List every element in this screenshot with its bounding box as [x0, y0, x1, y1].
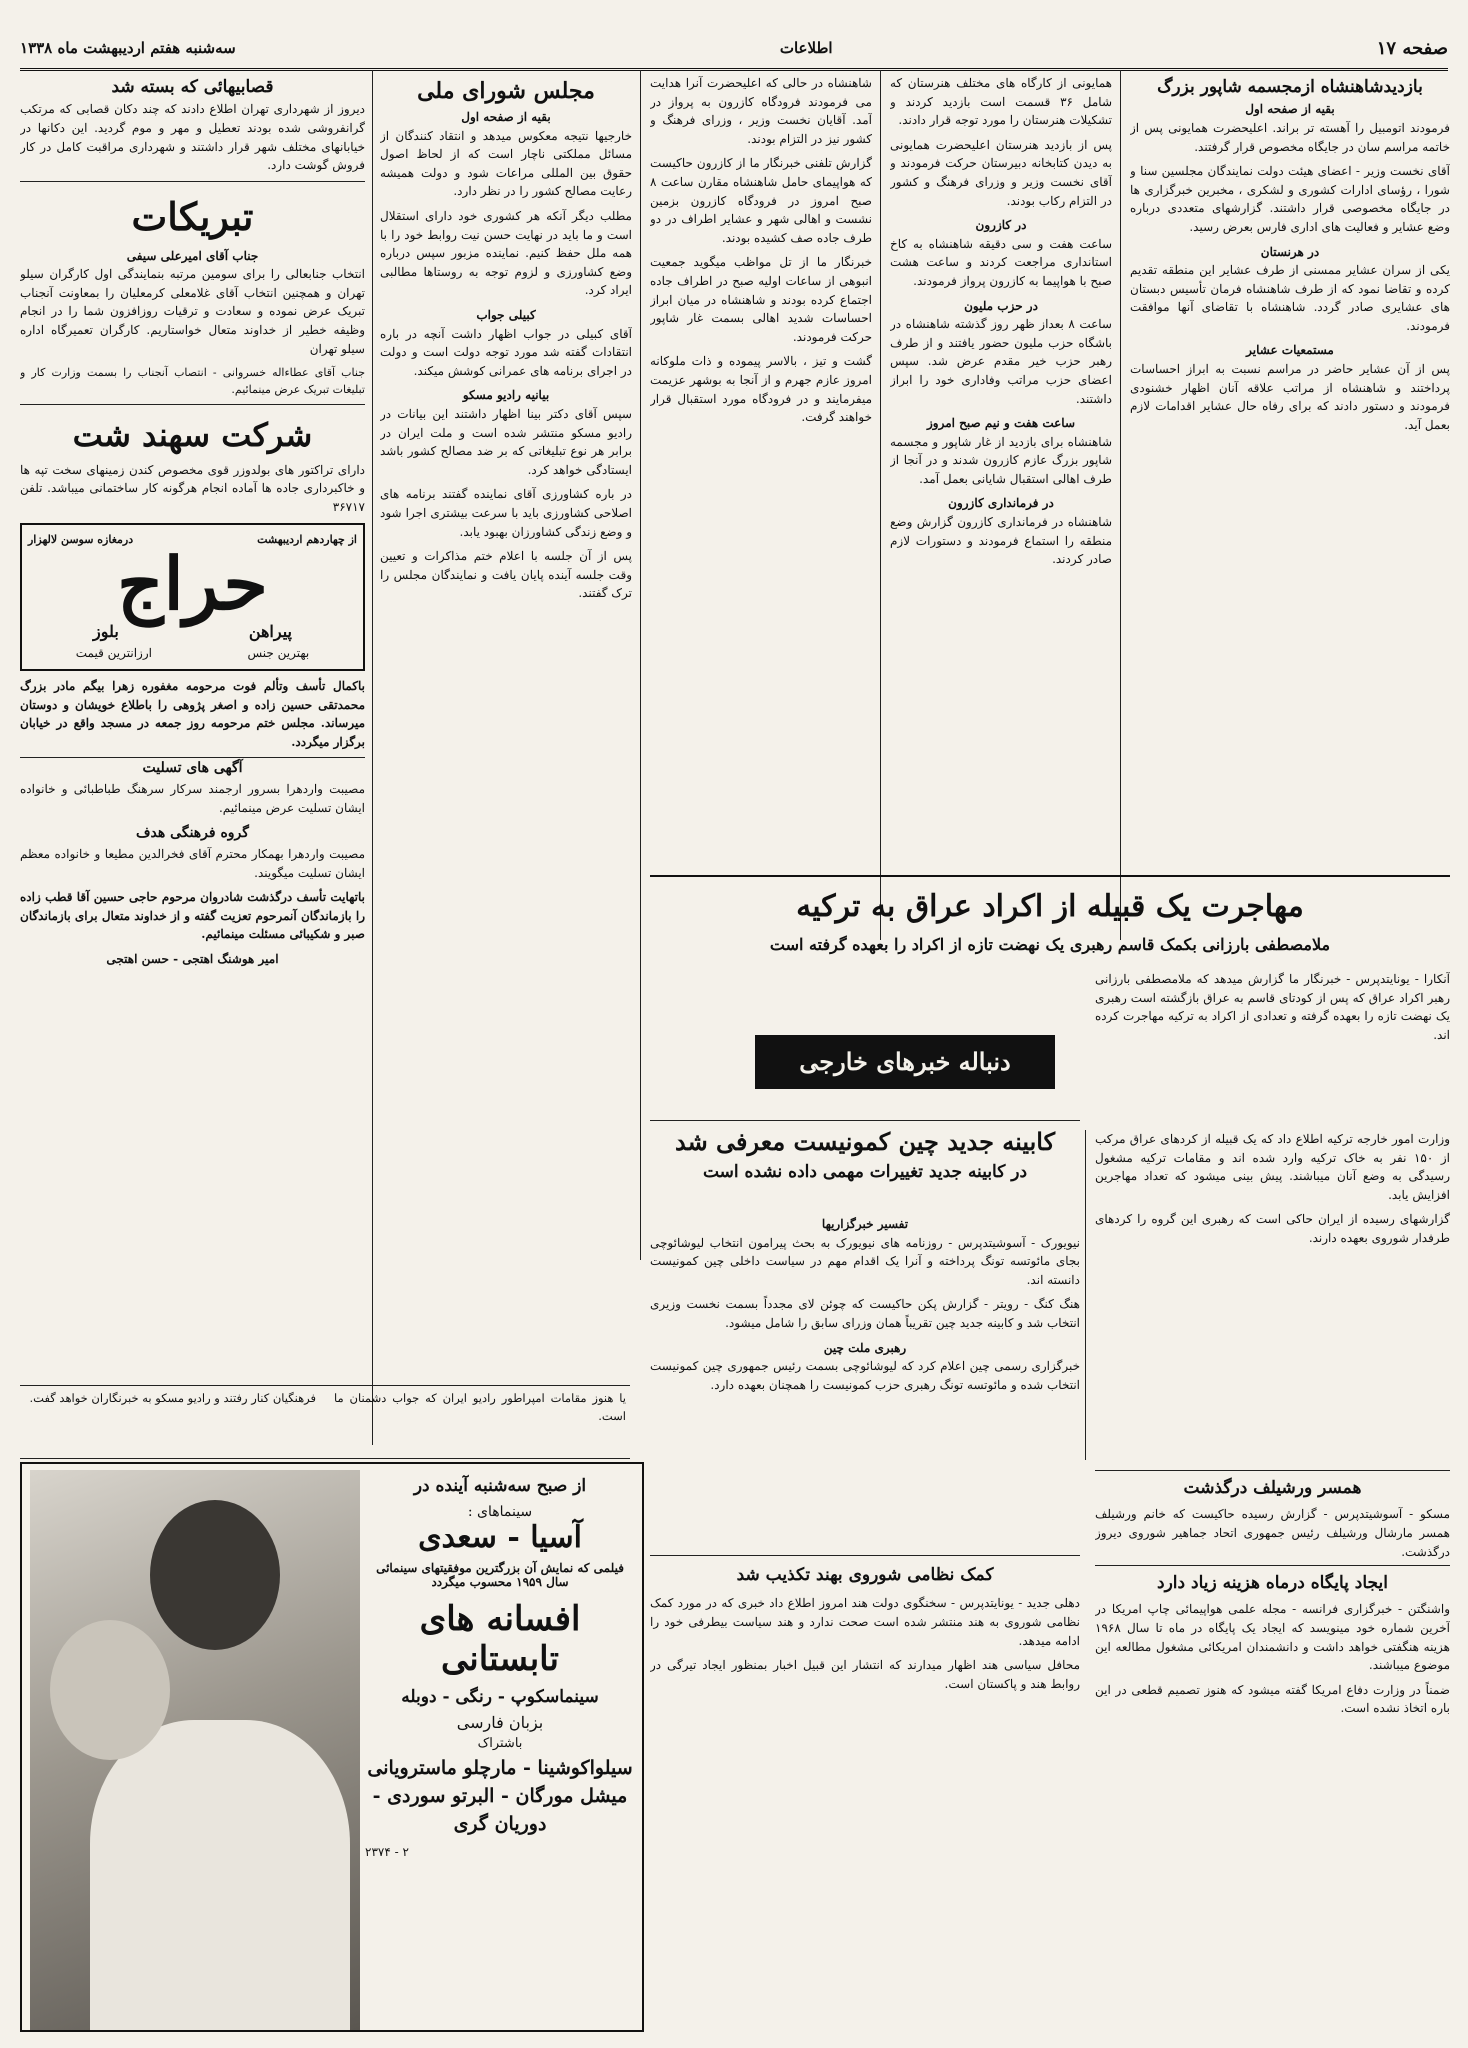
voroshilov-article [1095, 1470, 1450, 1561]
subheading: رهبری ملت چین [823, 1340, 907, 1355]
article-majlis [380, 74, 632, 1254]
iraq-headline [650, 875, 1450, 937]
congrats-text: انتخاب جنابعالی را برای سومین مرتبه بنمایندگی اول کارگران سیلو تهران و همچنین انتخاب آقای غلامعلی کرمعلیان را بمعاونت آنجناب تبریک عرض نموده و سعادت و ترقیات روزافزون شما را در انجام وظیفه خطیر از خداوند متعال خواستاریم. کارگران تعمیرگاه اداره سیلو تهران [20, 267, 365, 356]
condolence-text: مصیبت واردهرا بسرور ارجمند سرکار سرهنگ طباطبائی و خانواده ایشان تسلیت عرض مینمائیم. [20, 782, 365, 815]
sale-item: بلوز [93, 621, 119, 641]
cinema-label: سینماهای : [467, 1504, 533, 1520]
congrats-title: تبریکات [131, 193, 254, 239]
group-text: مصیبت واردهرا بهمکار محترم آقای فخرالدین مطیعا و خانواده معظم ایشان تسلیت میگویند. [20, 847, 365, 880]
column-rule [372, 70, 373, 1445]
paragraph: شاهنشاه برای بازدید از غار شاپور و مجسمه شاپور بزرگ عازم کازرون شدند و در آنجا از طرف اهالی استقبال شایانی بعمل آمد. [890, 434, 1112, 486]
divider [20, 181, 365, 182]
column-rule [880, 70, 881, 940]
paragraph: شاهنشاه در حالی که اعلیحضرت آنرا هدایت می فرمودند فرودگاه کازرون به پرواز در آمد. آقایان نخست وزیر ، وزرای فرهنگ و کشور نیز در التزام بودند. [650, 76, 872, 146]
iraq-subheadline: ملامصطفی بارزانی بکمک قاسم رهبری یک نهضت تازه از اکراد را بعهده گرفته است [769, 935, 1331, 954]
congrats-text-2: جناب آقای عطاءاله خسروانی - انتصاب آنجناب را بسمت وزارت کار و تبلیغات تبریک عرض مینمائیم. [20, 366, 365, 397]
paragraph: محافل سیاسی هند اظهار میدارند که انتشار این قبیل اخبار بمنظور ایجاد تیرگی در روابط هند و پاکستان است. [650, 1658, 1080, 1691]
cast-label: باشتراک [477, 1736, 523, 1751]
sale-store: درمغازه سوسن لالهزار [28, 532, 134, 546]
paragraph: دیروز از شهرداری تهران اطلاع دادند که چند دکان قصابی که مرتکب گرانفروشی شده بودند تعطیل و مهر و موم گردید. این دکانها در خیابانهای مختلف شهر قرار داشتند و شهرداری مراقبت کامل در کار فروش گوشت دارد. [20, 102, 365, 173]
paragraph: گزارش تلفنی خبرنگار ما از کازرون حاکیست که هواپیمای حامل شاهنشاه مقارن ساعت ۸ صبح امروز در فرودگاه کازرون بزمین نشست و اهالی شهر و عشایر اطراف در دو طرف جاده صف کشیده بودند. [650, 156, 872, 245]
subheading: در فرمانداری کازرون [948, 496, 1054, 511]
subheading: کبیلی جواب [476, 308, 536, 323]
sale-date: از چهاردهم اردیبهشت [257, 532, 357, 546]
paragraph: دهلی جدید - یونایتدپرس - سخنگوی دولت هند امروز اطلاع داد خبری که در مورد کمک نظامی شوروی به هند منتشر شده است صحت ندارد و هند سیاست بیطرفی خود را ادامه میدهد. [650, 1596, 1080, 1648]
ad-code: ۲ - ۲۳۷۴ [365, 1845, 409, 1859]
subheading: مستمعیات عشایر [1246, 343, 1334, 358]
continued-note: بقیه از صفحه اول [1245, 102, 1335, 117]
group-title: گروه فرهنگی هدف [136, 825, 249, 842]
subheading: تفسیر خبرگزاریها [821, 1217, 909, 1231]
china-headline-block [650, 1120, 1080, 1211]
paragraph: خارجیها نتیجه معکوس میدهد و انتقاد کنندگان از مسائل مملکتی ناچار است که از لحاظ اصول حقوق بین المللی مراعات شود و دولت همیشه رعایت مصالح کشور را در نظر دارد. [380, 128, 632, 199]
paragraph: آقای کبیلی در جواب اظهار داشت آنچه در باره انتقادات گفته شد مورد توجه دولت است و دولت در اجرای برنامه های عمرانی کوشش میکند. [380, 326, 632, 378]
sale-note: بهترین جنس [247, 646, 310, 661]
condolence-title: آگهی های تسلیت [142, 760, 243, 777]
column-rule [640, 70, 641, 1260]
paragraph: مسکو - آسوشیتدپرس - گزارش رسیده حاکیست که خانم ورشیلف همسر مارشال ورشیلف رئیس جمهوری اتحاد جماهیر شوروی دیروز درگذشت. [1095, 1507, 1450, 1559]
column-rule [1120, 70, 1121, 940]
company-title: شرکت سهند شت [72, 416, 313, 455]
paragraph: ساعت ۸ بعداز ظهر روز گذشته شاهنشاه در باشگاه حزب ملیون حضور یافتند و از طرف رهبر حزب خیر مقدم عرض شد. سپس اعضای حزب مراتب وفاداری خود را ابراز داشتند. [890, 317, 1112, 406]
article-shapur-visit [1130, 74, 1450, 864]
masthead [20, 28, 1448, 71]
headline: همسر ورشیلف درگذشت [1183, 1478, 1362, 1498]
china-article [650, 1215, 1080, 1550]
iraq-article [1095, 1130, 1450, 1460]
sale-ad [20, 523, 365, 671]
paragraph: ساعت هفت و سی دقیقه شاهنشاه به کاخ استانداری مراجعت کردند و ساعت هشت صبح با هواپیما به کازرون پرواز فرمودند. [890, 236, 1112, 288]
paragraph: گزارشهای رسیده از ایران حاکی است که رهبری این گروه را کردهای طرفدار شوروی بعهده دارند. [1095, 1212, 1450, 1245]
film-language: بزبان فارسی [456, 1713, 544, 1732]
paper-name: اطلاعات [779, 39, 833, 57]
paragraph: واشنگتن - خبرگزاری فرانسه - مجله علمی هواپیمائی چاپ امریکا در آخرین شماره خود مینویسد که ایجاد یک پایگاه در ماه تا سال ۱۹۶۸ هزینه هنگفتی خواهد داشت و دانشمندان امریکائی مشغول مطالعه این موضوع میباشند. [1095, 1602, 1450, 1673]
headline: ایجاد پایگاه درماه هزینه زیاد دارد [1157, 1573, 1388, 1593]
sale-note: ارزانترین قیمت [75, 646, 152, 661]
obituary-signature: امیر هوشنگ اهتجی - حسن اهتجی [106, 951, 279, 966]
sale-item: پیراهن [248, 621, 292, 641]
paragraph: خبرگزاری رسمی چین اعلام کرد که لیوشائوچی بسمت رئیس جمهوری چین کمونیست انتخاب شده و مائوتسه تونگ رهبری حزب کمونیست را همچنان بعهده دارد. [650, 1359, 1080, 1392]
subheading: در کازرون [975, 218, 1027, 233]
obituary-notice: باکمال تأسف وتألم فوت مرحومه مغفوره زهرا بیگم مادر بزرگ محمدتقی حسین زاده و اصغر پژوهی را باطلاع خویشان و دوستان میرساند. مجلس ختم مرحومه روز جمعه در مسجد واقع در خیابان برگزار میگردد. [20, 679, 365, 749]
article-continued-2 [650, 74, 872, 864]
paragraph: گشت و تیز ، بالاسر پیموده و ذات ملوکانه امروز عازم جهرم و از آنجا به بوشهر عزیمت میفرمایند و در فرودگاه مورد استقبال قرار خواهند گرفت. [650, 354, 872, 425]
subheading: در حزب ملیون [964, 298, 1038, 313]
cast-line: میشل مورگان - البرتو سوردی - [372, 1785, 628, 1807]
paragraph: پس از آن جلسه با اعلام ختم مذاکرات و تعیین وقت جلسه آینده پایان یافت و نمایندگان مجلس را ترک گفتند. [380, 549, 632, 601]
india-article [650, 1555, 1080, 2026]
paragraph: یکی از سران عشایر ممسنی از طرف عشایر این منطقه تقدیم کرده و تقاضا نمود که از طرف شاهنشاه فرمان تأسیس دبستان های عشایری صادر گردد. شاهنشاه با تقاضای آنها موافقت فرمودند. [1130, 263, 1450, 333]
film-format: سینماسکوپ - رنگی - دوبله [401, 1687, 599, 1707]
article-title: بازدیدشاهنشاه ازمجسمه شاپور بزرگ [1157, 77, 1423, 97]
paragraph: مطلب دیگر آنکه هر کشوری خود دارای استقلال است و ما باید در نهایت حسن نیت روابط خود را با همه ملل حفظ کنیم. نماینده مزبور سپس درباره وضع کشاورزی و لزوم توجه به روستاها مطالبی ایراد کرد. [380, 209, 632, 298]
page-number: صفحه ۱۷ [1376, 37, 1448, 59]
subheading: در هرنستان [1260, 244, 1320, 259]
moon-base-article [1095, 1565, 1450, 2026]
company-text: دارای تراکتور های بولدوزر قوی مخصوص کندن زمینهای سخت تپه ها و خاکبرداری جاده ها آماده انجام هرگونه کار ساختمانی میباشد. تلفن ۳۶۷۱۷ [20, 462, 365, 515]
film-title: افسانه های تابستانی [419, 1599, 581, 1679]
subheading: ساعت هفت و نیم صبح امروز [927, 416, 1075, 431]
bottom-strip [20, 1385, 630, 1459]
issue-date: سه‌شنبه هفتم اردیبهشت ماه ۱۳۳۸ [20, 39, 236, 57]
cinema-names: آسیا - سعدی [418, 1520, 582, 1555]
paragraph: خبرنگار ما از تل مواظب میگوید جمعیت انبوهی از ساعات اولیه صبح در اطراف جاده اجتماع کرده بودند و شاهنشاه در میان ابراز احساسات شدید اهالی بسمت غار شاپور حرکت فرمودند. [650, 255, 872, 344]
cinema-date: از صبح سه‌شنبه آینده در [413, 1476, 587, 1496]
divider [20, 404, 365, 405]
paragraph: آنکارا - یونایتدپرس - خبرنگار ما گزارش میدهد که ملامصطفی بارزانی رهبر اکراد عراق که پس از کودتای قاسم به عراق بازگشته است رهبری یک نهضت تازه را بعهده گرفته و تعدادی از اکراد به ترکیه مهاجرت کرده اند. [1095, 972, 1450, 1042]
article-title: قصابیهائی که بسته شد [111, 77, 274, 97]
cast-line: سیلواکوشینا - مارچلو ماسترویانی [367, 1757, 633, 1779]
article-continued-kazerun [890, 74, 1112, 864]
headline: مهاجرت یک قبیله از اکراد عراق به ترکیه [796, 889, 1304, 924]
paragraph: همایونی از کارگاه های مختلف هنرستان که شامل ۳۶ قسمت است بازدید کردند و تشکیلات هنرستان را مورد توجه قرار دادند. [890, 76, 1112, 128]
paragraph: هنگ کنگ - رویتر - گزارش پکن حاکیست که چوئن لای مجدداً بسمت نخست وزیری انتخاب شد و کابینه جدید چین تقریباً همان وزرای سابق را شامل میشود. [650, 1297, 1080, 1330]
paragraph: شاهنشاه در فرمانداری کازرون گزارش وضع منطقه را استماع فرمودند و دستورات لازم صادر کردند. [890, 515, 1112, 567]
column-rule [1085, 1130, 1086, 1460]
paragraph: آقای نخست وزیر - اعضای هیئت دولت نمایندگان مجلسین سنا و شورا ، رؤسای ادارات کشوری و لشکری ، مخبرین خبرگزاری ها در جایگاه مخصوصی قرار داشتند. گزارشهای متعددی درباره وضع عشایر و فعالیت های اداری فارس بعرض رسید. [1130, 164, 1450, 234]
obituary-notice: باتهایت تأسف درگذشت شادروان مرحوم حاجی حسین آقا قطب زاده را بازماندگان آنمرحوم تعزیت گفته و از خداوند متعال برای بازماندگان صبر و شکیبائی مسئلت مینمائیم. [20, 890, 365, 942]
subheadline: در کابینه جدید تغییرات مهمی داده نشده است [702, 1162, 1028, 1182]
cinema-ad-text [365, 1470, 635, 2025]
paragraph: در باره کشاورزی آقای نماینده گفتند برنامه های اصلاحی کشاورزی باید با سرعت بیشتری اجرا شود و وضع زندگی کشاورزان بهبود یابد. [380, 487, 632, 539]
strip-text: یا هنوز مقامات امپراطور رادیو ایران که جواب دشمنان ما است. [334, 1391, 626, 1423]
congrats-subtitle: جناب آقای امیرعلی سیفی [126, 248, 259, 263]
sale-word: حراج [117, 540, 268, 626]
continued-note: بقیه از صفحه اول [461, 110, 551, 125]
cast-line: دوریان گری [453, 1813, 547, 1835]
paragraph: پس از آن عشایر حاضر در مراسم نسبت به ابراز احساسات پرداختند و شاهنشاه از مراتب علاقه آنان اظهار خشنودی فرمودند و دستور دادند که برای رفاه حال عشایر اقدامات لازم بعمل آید. [1130, 362, 1450, 432]
paragraph: ضمناً در وزارت دفاع امریکا گفته میشود که هنوز تصمیم قطعی در این باره اتخاذ نشده است. [1095, 1682, 1450, 1716]
foreign-news-banner: دنباله خبرهای خارجی [755, 1035, 1055, 1089]
film-still-photo [30, 1470, 360, 2030]
article-title: مجلس شورای ملی [417, 78, 595, 104]
paragraph: فرمودند اتومبیل را آهسته تر براند. اعلیحضرت همایونی پس از خاتمه مراسم سان در جایگاه مخصوص قرار گرفتند. [1130, 120, 1450, 154]
paragraph: پس از بازدید هنرستان اعلیحضرت همایونی به دیدن کتابخانه دبیرستان حرکت فرمودند و آقای نخست وزیر و وزرای فرهنگ و کشور در التزام رکاب بودند. [890, 137, 1112, 208]
subheading: بیانیه رادیو مسکو [462, 388, 550, 403]
film-desc: فیلمی که نمایش آن بزرگترین موفقیتهای سینمائی سال ۱۹۵۹ محسوب میگردد [376, 1561, 624, 1589]
paragraph: وزارت امور خارجه ترکیه اطلاع داد که یک قبیله از کردهای عراق مرکب از ۱۵۰ نفر به خاک ترکیه وارد شده اند و مقامات ترکیه مشغول رسیدگی به وضع آنان میباشند. پیش بینی میشود که تعداد مهاجرین افزایش یابد. [1095, 1132, 1450, 1202]
strip-text: فرهنگیان کنار رفتند و رادیو مسکو به خبرنگاران خواهد گفت. [29, 1391, 316, 1405]
iraq-article-top [1095, 970, 1450, 1120]
paragraph: نیویورک - آسوشیتدپرس - روزنامه های نیویورک به بحث پیرامون انتخاب لیوشائوچی بجای مائوتسه تونگ پرداخته و آنرا یک اقدام مهم در سیاست داخلی چین کمونیست دانسته اند. [650, 1235, 1080, 1287]
paragraph: سپس آقای دکتر بینا اظهار داشتند این بیانات در رادیو مسکو منتشر شده است و ملت ایران در برابر هر نوع تبلیغاتی که بر ضد مصالح کشور باشد ایستادگی خواهد کرد. [380, 407, 632, 477]
headline: کابینه جدید چین کمونیست معرفی شد [674, 1127, 1056, 1156]
ads-column [20, 74, 365, 1374]
headline: کمک نظامی شوروی بهند تکذیب شد [736, 1565, 994, 1585]
